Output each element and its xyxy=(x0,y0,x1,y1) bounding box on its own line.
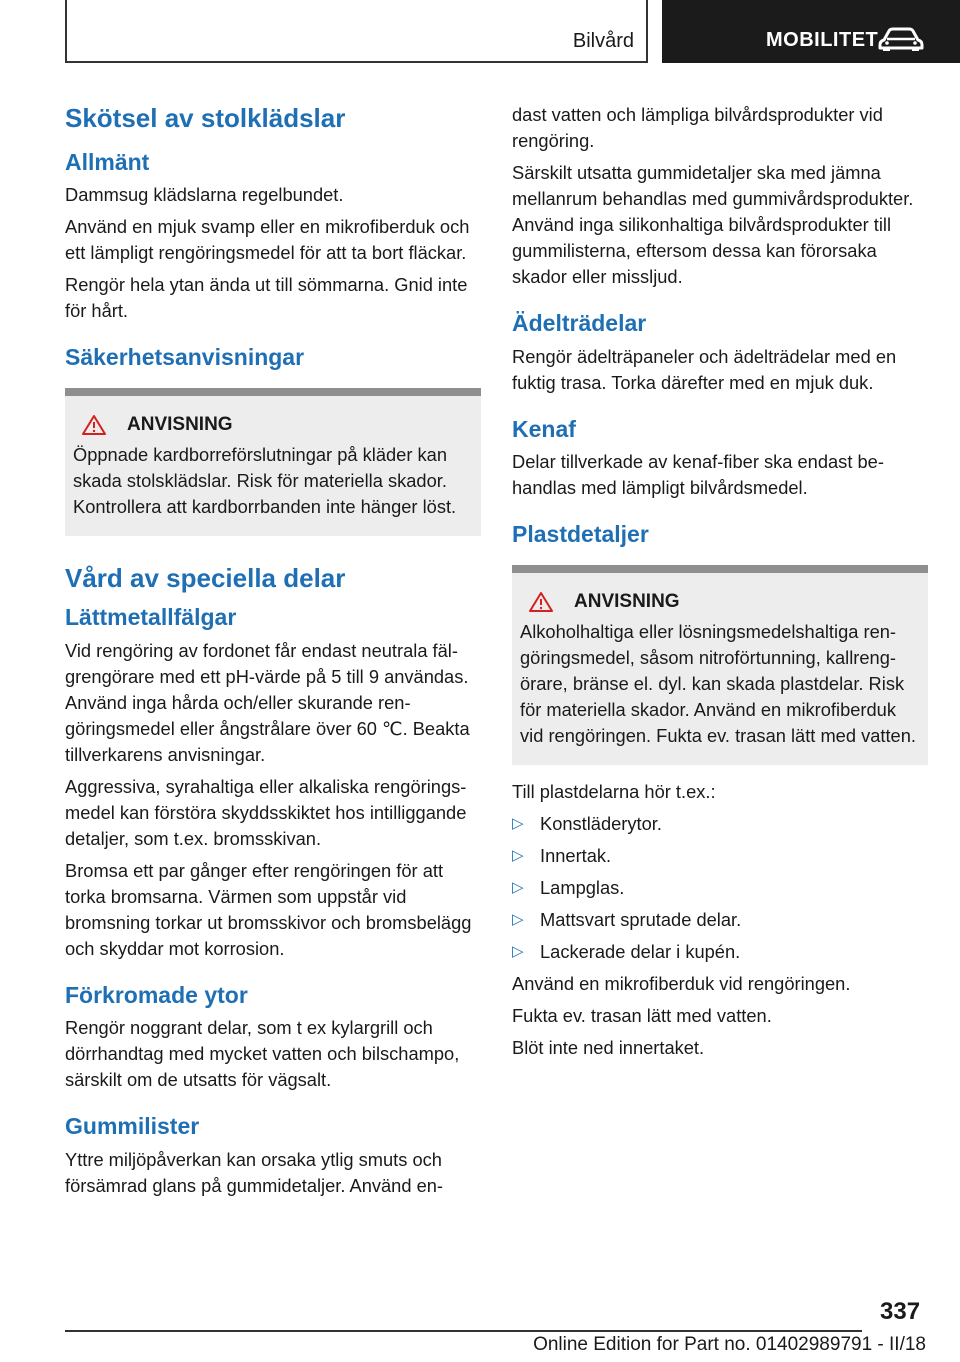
paragraph: Rengör hela ytan ända ut till sömmarna. Gnid inte för hårt. xyxy=(65,274,468,322)
paragraph: Aggressiva, syrahaltiga eller alkaliska rengöringsmedel kan förstöra skyddsskiktet hos intilliggande detaljer, som t.ex. bromsskivan. xyxy=(65,775,467,849)
paragraph: Använd en mjuk svamp eller en mikrofiberduk och ett lämpligt rengöringsmedel för att ta bort fläckar. xyxy=(65,216,470,264)
paragraph: Dammsug klädslarna regelbundet. xyxy=(65,184,344,206)
paragraph: Fukta ev. trasan lätt med vatten. xyxy=(512,1004,772,1026)
heading-sakerhetsanvisningar: Säkerhetsanvisningar xyxy=(65,344,305,371)
right-column xyxy=(512,102,928,1067)
notice-box xyxy=(65,388,481,536)
paragraph: dast vatten och lämpliga bilvårdsprodukter vid rengöring. xyxy=(512,104,883,151)
heading-plastdetaljer: Plastdetaljer xyxy=(512,521,649,548)
bullet-triangle-icon: ▷ xyxy=(512,846,524,864)
heading-allmant: Allmänt xyxy=(65,148,150,175)
list-item: ▷ Innertak. xyxy=(512,843,928,869)
paragraph: Till plastdelarna hör t.ex.: xyxy=(512,780,716,802)
heading-kenaf: Kenaf xyxy=(512,415,576,442)
heading-lattmetallfalgar: Lättmetallfälgar xyxy=(65,604,237,631)
bullet-triangle-icon: ▷ xyxy=(512,814,524,832)
heading-adeltradelar: Ädelträdelar xyxy=(512,310,647,336)
list-item: ▷ Mattsvart sprutade delar. xyxy=(512,907,928,933)
header-chapter-box xyxy=(662,0,960,63)
footer-edition: Online Edition for Part no. 01402989791 - II/18 xyxy=(533,1334,926,1355)
paragraph: Rengör ädelträpaneler och ädelträdelar med en fuktig trasa. Torka därefter med en mjuk duk. xyxy=(512,345,897,393)
paragraph: Använd en mikrofiberduk vid rengöringen. xyxy=(512,972,851,994)
footer-divider xyxy=(65,1330,862,1332)
car-icon xyxy=(878,26,924,52)
paragraph: Bromsa ett par gånger efter rengöringen för att torka bromsarna. Värmen som uppstår vid bromsning torkar ut bromsskivor och bromsbelägg och skyddar mot korrosion. xyxy=(65,859,472,959)
page-number: 337 xyxy=(880,1298,921,1325)
paragraph: Blöt inte ned innertaket. xyxy=(512,1036,705,1058)
left-column xyxy=(65,102,481,1205)
paragraph: Rengör noggrant delar, som t ex kylargrill och dörrhandtag med mycket vatten och bilschampo, särskilt om de utsatts för vägsalt. xyxy=(65,1017,460,1091)
notice-label: ANVISNING xyxy=(127,413,233,435)
paragraph: Delar tillverkade av kenaf-fiber ska endast behandlas med lämpligt bilvårdsmedel. xyxy=(512,451,884,499)
paragraph: Yttre miljöpåverkan kan orsaka ytlig smuts och försämrad glans på gummidetaljer. Använd en- xyxy=(65,1148,444,1196)
warning-icon xyxy=(81,414,107,436)
notice-text: Alkoholhaltiga eller lösningsmedelshaltiga rengöringsmedel, såsom nitroförtunning, kallrengörare, bränse el. dyl. kan skada plastdelar. Risk för materiella skador. Använd en mikrofiberduk vid rengöringen. Fukta ev. trasan lätt med vatten. xyxy=(520,620,916,746)
section-title-speciella-delar: Vård av speciella delar xyxy=(65,562,346,593)
plast-list xyxy=(512,811,928,965)
list-item: ▷ Lackerade delar i kupén. xyxy=(512,939,928,965)
notice-box xyxy=(512,565,928,765)
header-section-box xyxy=(65,0,648,63)
bullet-triangle-icon: ▷ xyxy=(512,878,524,896)
warning-icon xyxy=(528,591,554,613)
header-section-title: Bilvård xyxy=(572,30,634,52)
bullet-triangle-icon: ▷ xyxy=(512,910,524,928)
heading-gummilister: Gummilister xyxy=(65,1113,200,1140)
list-item: ▷ Lampglas. xyxy=(512,875,928,901)
notice-label: ANVISNING xyxy=(574,590,680,612)
list-item: ▷ Konstläderytor. xyxy=(512,811,928,837)
section-title-stolkladslar: Skötsel av stolklädslar xyxy=(65,103,346,133)
heading-forkromade-ytor: Förkromade ytor xyxy=(65,981,248,1008)
paragraph: Vid rengöring av fordonet får endast neutrala fälgrengörare med ett pH-värde på 5 till 9 användas. Använd inga hårda och/eller skurande rengöringsmedel eller ångstrålare över 60 ℃. Beakta tillverkarens anvisningar. xyxy=(65,639,470,765)
header-chapter-title: MOBILITET xyxy=(766,29,879,51)
paragraph: Särskilt utsatta gummidetaljer ska med jämna mellanrum behandlas med gummivårdsprodukter. Använd inga silikonhaltiga bilvårdsprodukter till gummilisterna, eftersom dessa kan förorsaka skador eller missljud. xyxy=(512,162,914,287)
notice-text: Öppnade kardborreförslutningar på kläder kan skada stolsklädslar. Risk för materiella skador. Kontrollera att kardborrbanden inte hänger löst. xyxy=(73,443,457,517)
bullet-triangle-icon: ▷ xyxy=(512,942,524,960)
